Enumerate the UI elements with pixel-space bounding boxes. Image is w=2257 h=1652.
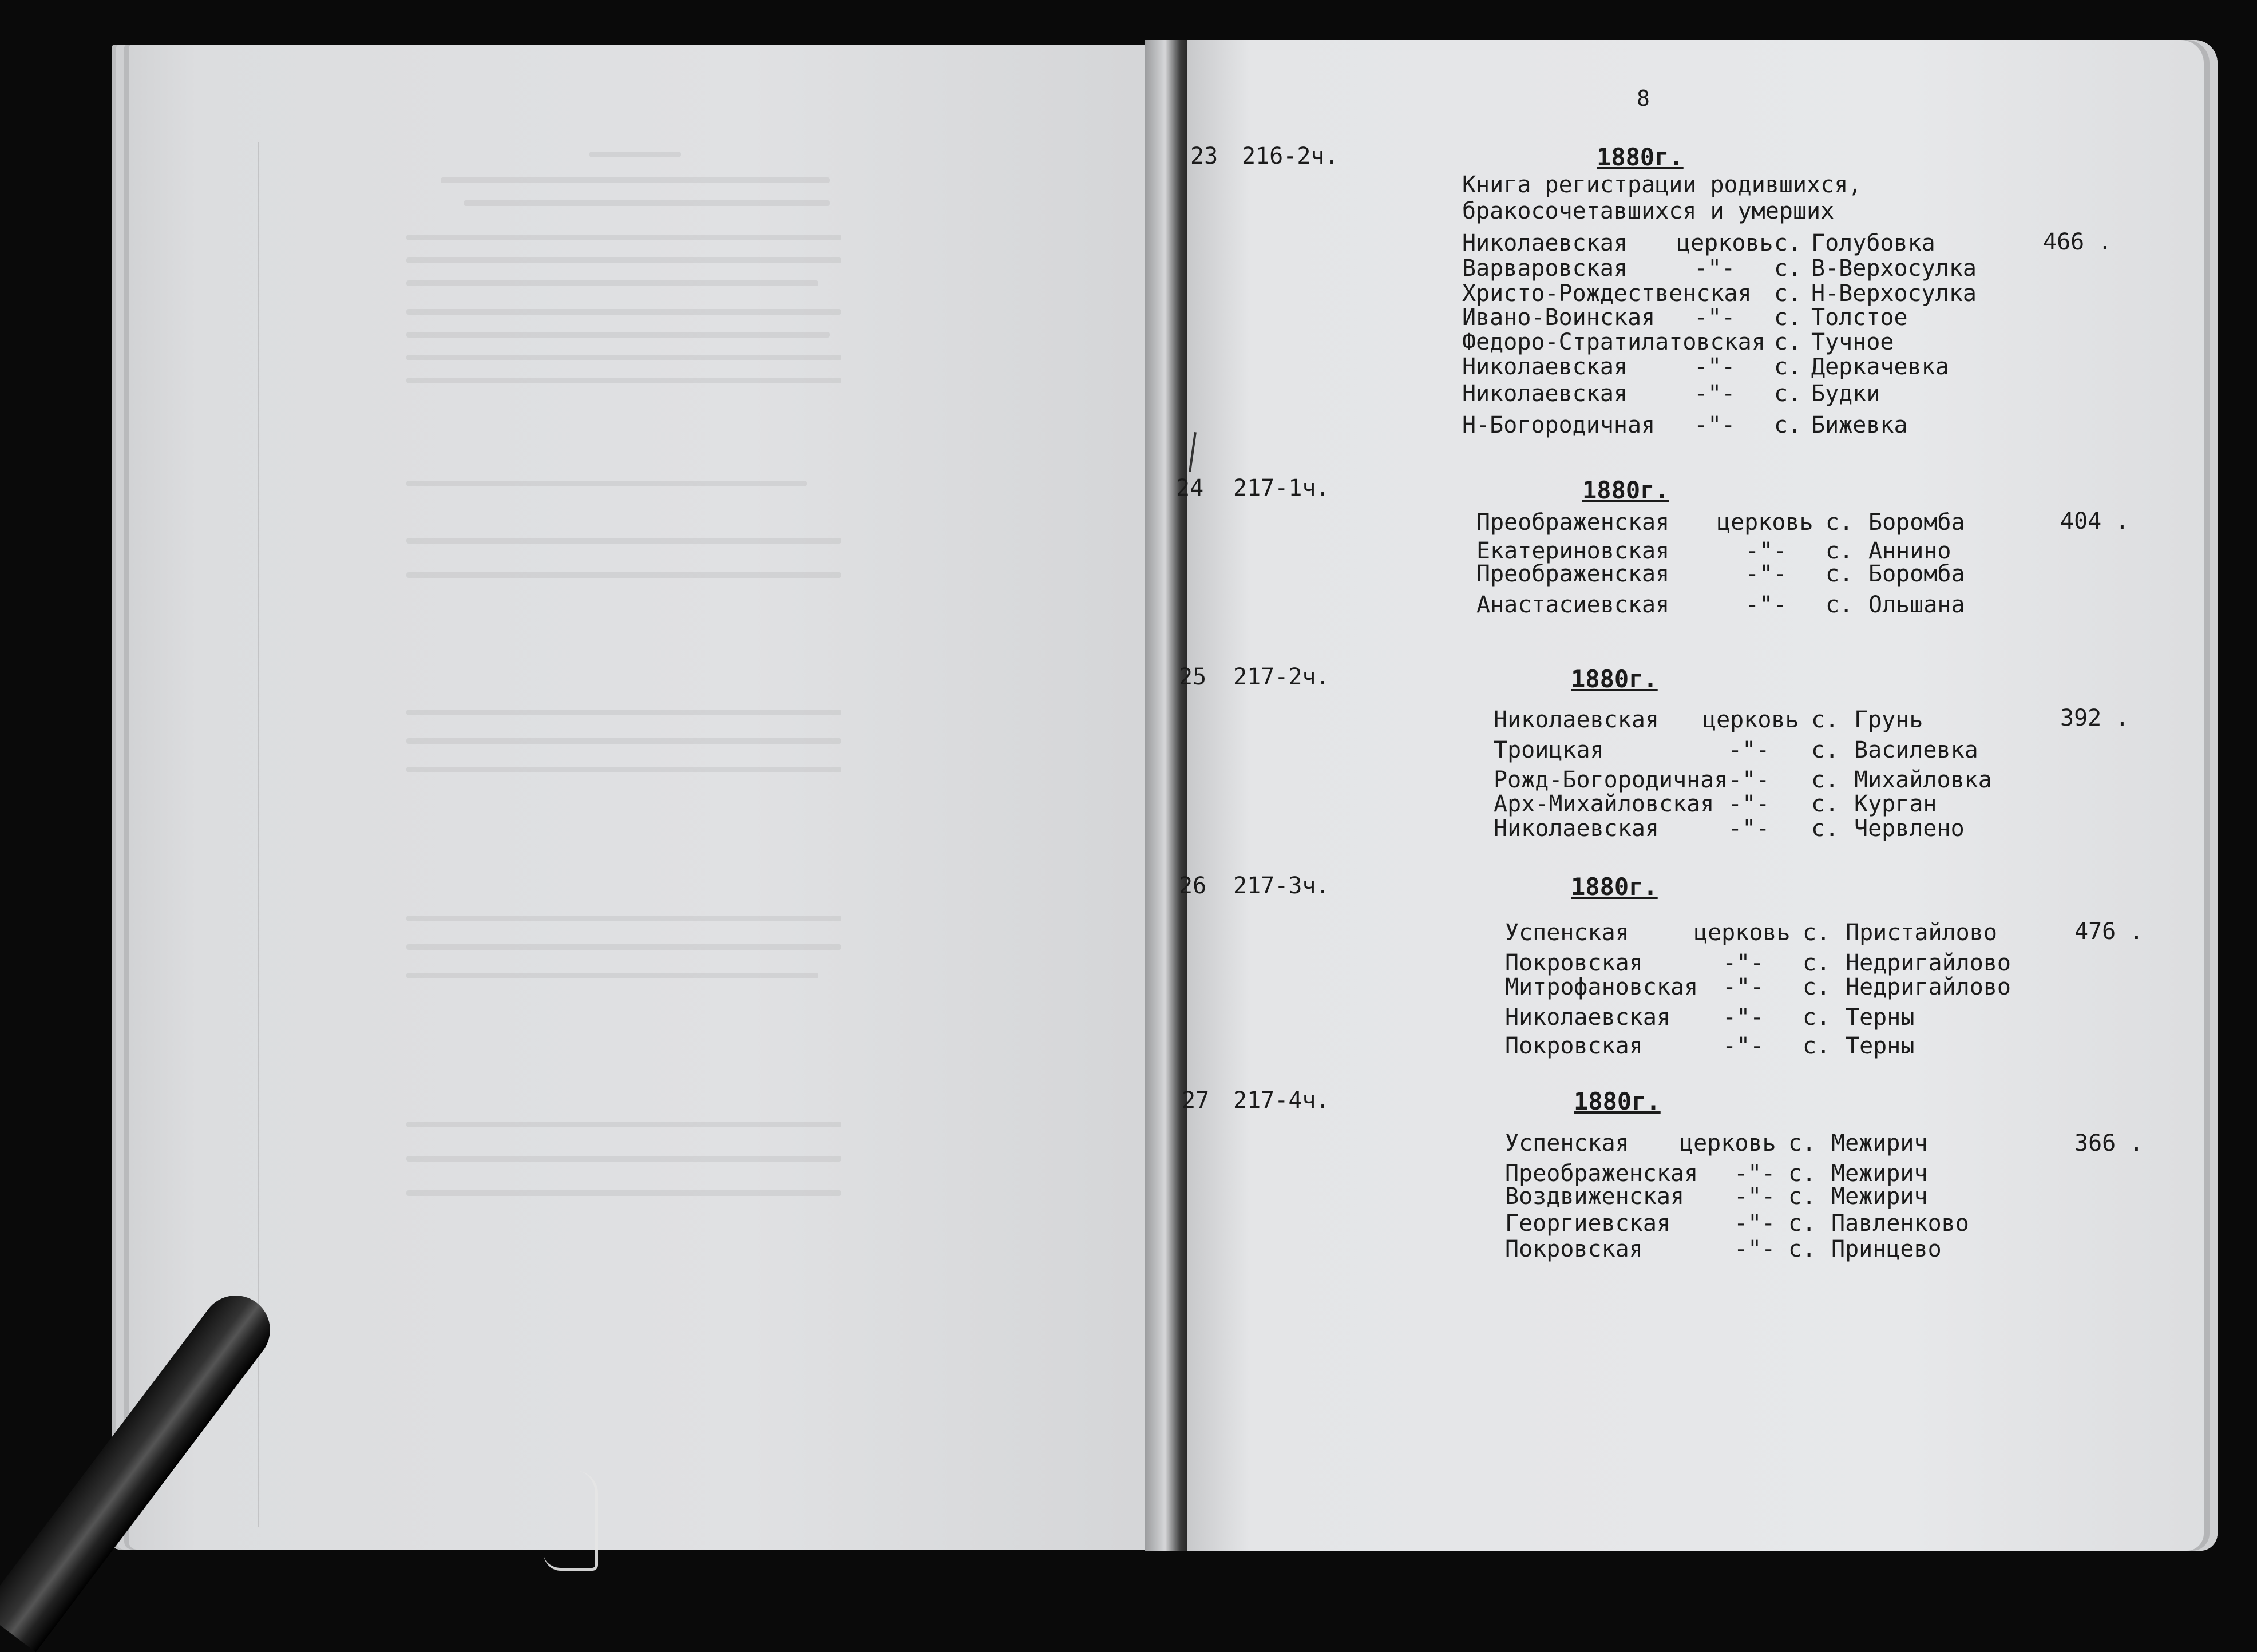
village-prefix: с. (1811, 707, 1839, 733)
village-name: Пристайлово (1846, 920, 1997, 946)
village-prefix: с. (1826, 561, 1854, 587)
church-type: церковь (1680, 1130, 1776, 1156)
church-name: Николаевская (1494, 815, 1659, 842)
church-type: церковь (1694, 920, 1791, 946)
record-year: 1880г. (1597, 143, 1684, 171)
village-prefix: с. (1774, 255, 1802, 282)
village-name: Толстое (1811, 304, 1908, 331)
village-prefix: с. (1774, 381, 1802, 407)
church-name: Покровская (1505, 950, 1643, 976)
record-count: 366 . (2074, 1130, 2144, 1156)
village-name: Курган (1854, 791, 1937, 817)
church-type: -"- (1694, 304, 1736, 331)
village-name: Принцево (1831, 1236, 1942, 1262)
church-name: Варваровская (1462, 255, 1628, 282)
village-name: Н-Верхосулка (1811, 280, 1977, 307)
village-prefix: с. (1811, 767, 1839, 793)
record-number: 25 (1179, 664, 1207, 690)
village-name: Тучное (1811, 329, 1894, 355)
church-type: -"- (1723, 1033, 1764, 1059)
church-type: -"- (1734, 1160, 1776, 1187)
village-name: Василевка (1854, 737, 1978, 763)
church-name: Преображенская (1505, 1160, 1698, 1187)
village-prefix: с. (1774, 280, 1802, 307)
record-year: 1880г. (1571, 665, 1658, 693)
church-name: Екатериновская (1476, 538, 1670, 564)
village-name: Аннино (1868, 538, 1951, 564)
village-name: Межирич (1831, 1183, 1928, 1210)
village-prefix: с. (1826, 592, 1854, 618)
church-type: церковь (1717, 509, 1813, 536)
church-name: Николаевская (1462, 354, 1628, 380)
church-name: Николаевская (1505, 1004, 1670, 1031)
village-prefix: с. (1803, 1004, 1831, 1031)
village-name: Голубовка (1811, 230, 1935, 256)
village-name: Грунь (1854, 707, 1923, 733)
village-name: Боромба (1868, 561, 1965, 587)
church-type: -"- (1728, 767, 1770, 793)
village-prefix: с. (1803, 950, 1831, 976)
record-heading: Книга регистрации родившихся, бракосочетавшихся и умерших (1462, 172, 1862, 224)
church-name: Рожд-Богородичная (1494, 767, 1728, 793)
village-name: Межирич (1831, 1160, 1928, 1187)
church-name: Покровская (1505, 1033, 1643, 1059)
church-name: Преображенская (1476, 509, 1670, 536)
village-name: Червлено (1854, 815, 1965, 842)
village-name: Межирич (1831, 1130, 1928, 1156)
village-prefix: с. (1774, 304, 1802, 331)
record-shelf: 217-2ч. (1233, 664, 1330, 690)
church-type: -"- (1723, 950, 1764, 976)
village-prefix: с. (1811, 791, 1839, 817)
village-name: Деркачевка (1811, 354, 1949, 380)
church-type: церковь (1677, 230, 1773, 256)
village-prefix: с. (1811, 737, 1839, 763)
village-prefix: с. (1803, 920, 1831, 946)
record-number: 27 (1182, 1087, 1210, 1114)
church-type: -"- (1694, 255, 1736, 282)
bleed-through-text (372, 137, 916, 1282)
record-year: 1880г. (1582, 476, 1669, 504)
church-type: -"- (1734, 1236, 1776, 1262)
church-name: Н-Богородичная (1462, 412, 1656, 438)
village-prefix: с. (1803, 1033, 1831, 1059)
record-number: 23 (1190, 143, 1218, 169)
page-number: 8 (1637, 86, 1650, 111)
village-prefix: с. (1788, 1236, 1816, 1262)
village-name: В-Верхосулка (1811, 255, 1977, 282)
pencil-scribble (544, 1471, 598, 1571)
village-name: Ольшана (1868, 592, 1965, 618)
village-name: Терны (1846, 1004, 1915, 1031)
church-name: Покровская (1505, 1236, 1643, 1262)
village-name: Недригайлово (1846, 950, 2011, 976)
church-type: -"- (1723, 1004, 1764, 1031)
church-name: Успенская (1505, 1130, 1629, 1156)
church-name: Ивано-Воинская (1462, 304, 1656, 331)
church-name: Успенская (1505, 920, 1629, 946)
church-type: -"- (1694, 412, 1736, 438)
village-name: Будки (1811, 381, 1880, 407)
record-count: 404 . (2060, 508, 2129, 534)
village-name: Михайловка (1854, 767, 1992, 793)
church-name: Арх-Михайловская (1494, 791, 1714, 817)
record-number: 24 (1176, 475, 1204, 501)
village-prefix: с. (1788, 1130, 1816, 1156)
church-name: Воздвиженская (1505, 1183, 1685, 1210)
church-type: -"- (1745, 538, 1787, 564)
village-name: Недригайлово (1846, 974, 2011, 1000)
church-name: Николаевская (1462, 381, 1628, 407)
record-year: 1880г. (1571, 873, 1658, 901)
church-name: Троицкая (1494, 737, 1604, 763)
church-name: Николаевская (1462, 230, 1628, 256)
village-prefix: с. (1774, 230, 1802, 256)
village-name: Павленково (1831, 1210, 1969, 1237)
church-name: Федоро-Стратилатовская (1462, 329, 1765, 355)
village-prefix: с. (1788, 1160, 1816, 1187)
village-prefix: с. (1788, 1183, 1816, 1210)
village-prefix: с. (1774, 412, 1802, 438)
record-year: 1880г. (1574, 1087, 1661, 1115)
church-type: -"- (1734, 1183, 1776, 1210)
church-row (1462, 230, 1628, 256)
record-shelf: 217-1ч. (1233, 475, 1330, 501)
church-name: Христо-Рождественская (1462, 280, 1752, 307)
church-name: Николаевская (1494, 707, 1659, 733)
village-name: Боромба (1868, 509, 1965, 536)
village-prefix: с. (1826, 509, 1854, 536)
church-name: Митрофановская (1505, 974, 1698, 1000)
church-type: -"- (1745, 561, 1787, 587)
village-prefix: с. (1774, 354, 1802, 380)
church-type: церковь (1702, 707, 1799, 733)
record-number: 26 (1179, 873, 1207, 899)
church-name: Георгиевская (1505, 1210, 1670, 1237)
record-count: 476 . (2074, 918, 2144, 945)
record-count: 392 . (2060, 705, 2129, 731)
church-type: -"- (1745, 592, 1787, 618)
church-type: -"- (1728, 815, 1770, 842)
village-prefix: с. (1826, 538, 1854, 564)
church-type: -"- (1728, 791, 1770, 817)
church-type: -"- (1734, 1210, 1776, 1237)
record-count: 466 . (2043, 229, 2112, 255)
village-prefix: с. (1774, 329, 1802, 355)
church-name: Преображенская (1476, 561, 1670, 587)
record-shelf: 217-4ч. (1233, 1087, 1330, 1114)
village-prefix: с. (1788, 1210, 1816, 1237)
church-type: -"- (1694, 354, 1736, 380)
record-shelf: 217-3ч. (1233, 873, 1330, 899)
church-name: Анастасиевская (1476, 592, 1670, 618)
village-name: Бижевка (1811, 412, 1908, 438)
church-type: -"- (1694, 381, 1736, 407)
village-prefix: с. (1803, 974, 1831, 1000)
church-type: -"- (1723, 974, 1764, 1000)
church-type: -"- (1728, 737, 1770, 763)
village-name: Терны (1846, 1033, 1915, 1059)
record-shelf: 216-2ч. (1242, 143, 1339, 169)
village-prefix: с. (1811, 815, 1839, 842)
